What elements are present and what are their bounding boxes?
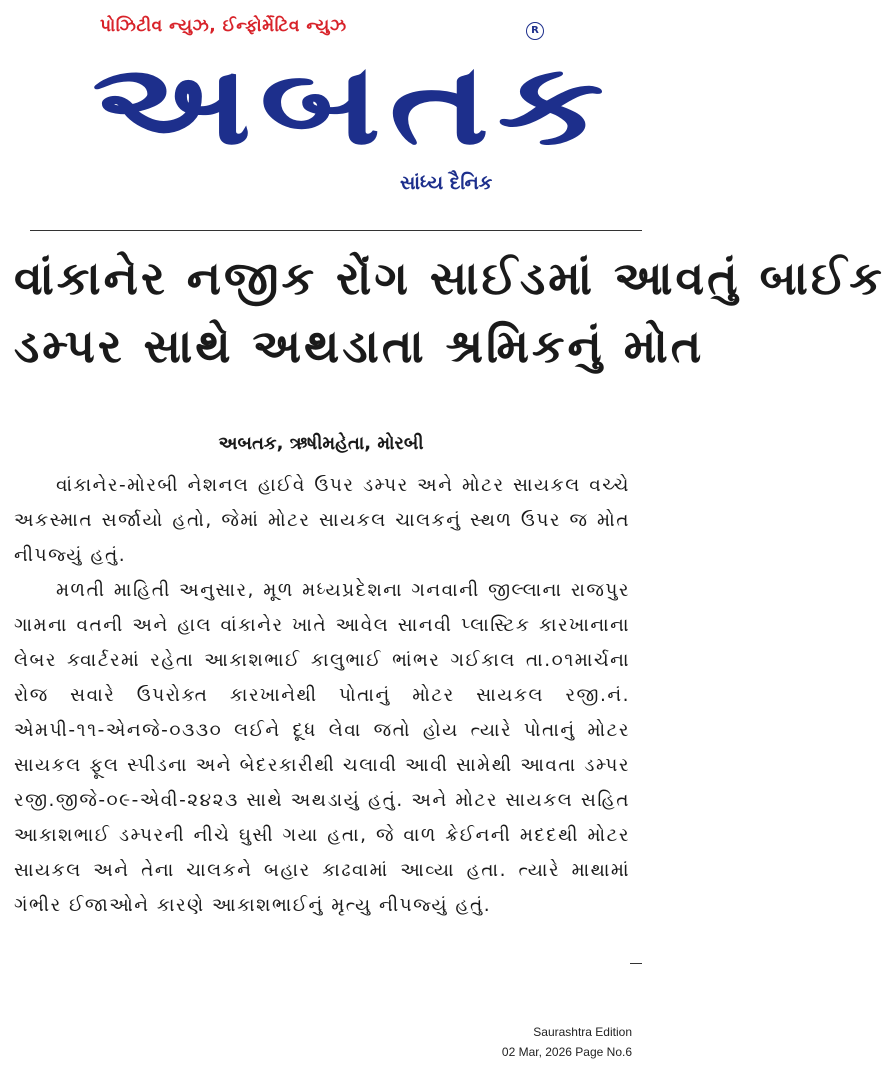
newspaper-logo: અબતક bbox=[92, 40, 613, 170]
header-divider bbox=[30, 230, 642, 231]
article-paragraph-1: વાંકાનેર-મોરબી નેશનલ હાઈવે ઉપર ડમ્પર અને મોટર સાયકલ વચ્ચે અકસ્માત સર્જાયો હતો, જેમાં મોટર સાયકલ ચાલકનું સ્થળ ઉપર જ મોત નીપજ્યું હતું. bbox=[14, 475, 630, 566]
masthead-tagline: પોઝિટીવ ન્યુઝ, ઈન્ફોર્મેટિવ ન્યુઝ bbox=[100, 16, 347, 36]
article-paragraph-2: મળતી માહિતી અનુસાર, મૂળ મધ્યપ્રદેશના ગનવાની જીલ્લાના રાજપુર ગામના વતની અને હાલ વાંકાનેર ખાતે આવેલ સાનવી પ્લાસ્ટિક કારખાનાના લેબર ક્વાર્ટરમાં રહેતા આકાશભાઈ કાલુભાઈ ભાંભર ગઈકાલ તા.૦૧માર્ચના રોજ સવારે ઉપરોક્ત કારખાનેથી પોતાનું મોટર સાયકલ રજી.નં. એમપી-૧૧-એનજે-૦૩૩૦ લઈને દૂધ લેવા જતો હોય ત્યારે પોતાનું મોટર સાયકલ ફૂલ સ્પીડના અને બેદરકારીથી ચલાવી આવી સામેથી આવતા ડમ્પર રજી.જીજે-૦૯-એવી-૨૪૨૩ સાથે અથડાયું હતું. અને મોટર સાયકલ સહિત આકાશભાઈ ડમ્પરની નીચે ઘુસી ગયા હતા, જે વાળ ક્રેઈનની મદદથી મોટર સાયકલ અને તેના ચાલકને બહાર કાઢવામાં આવ્યા હતા. ત્યારે માથામાં ગંભીર ઈજાઓને કારણે આકાશભાઈનું મૃત્યુ નીપજ્યું હતું. bbox=[14, 580, 630, 916]
edition-label: Saurashtra Edition bbox=[533, 1025, 632, 1039]
article-headline bbox=[14, 244, 885, 380]
headline-line-1: વાંકાનેર નજીક રોંગ સાઈડમાં આવતું બાઈક bbox=[14, 251, 885, 305]
article-byline: અબતક, ઋષીમહેતા, મોરબી bbox=[218, 433, 424, 454]
registered-trademark-icon: R bbox=[526, 22, 544, 40]
date-page-label: 02 Mar, 2026 Page No.6 bbox=[501, 1045, 632, 1059]
headline-line-2: ડમ્પર સાથે અથડાતા શ્રમિકનું મોત bbox=[14, 319, 705, 373]
page-footer bbox=[382, 1022, 632, 1062]
column-marker bbox=[630, 963, 642, 964]
masthead-subtitle: સાંધ્ય દૈનિક bbox=[400, 172, 493, 194]
article-body bbox=[14, 468, 630, 923]
masthead bbox=[0, 0, 642, 215]
